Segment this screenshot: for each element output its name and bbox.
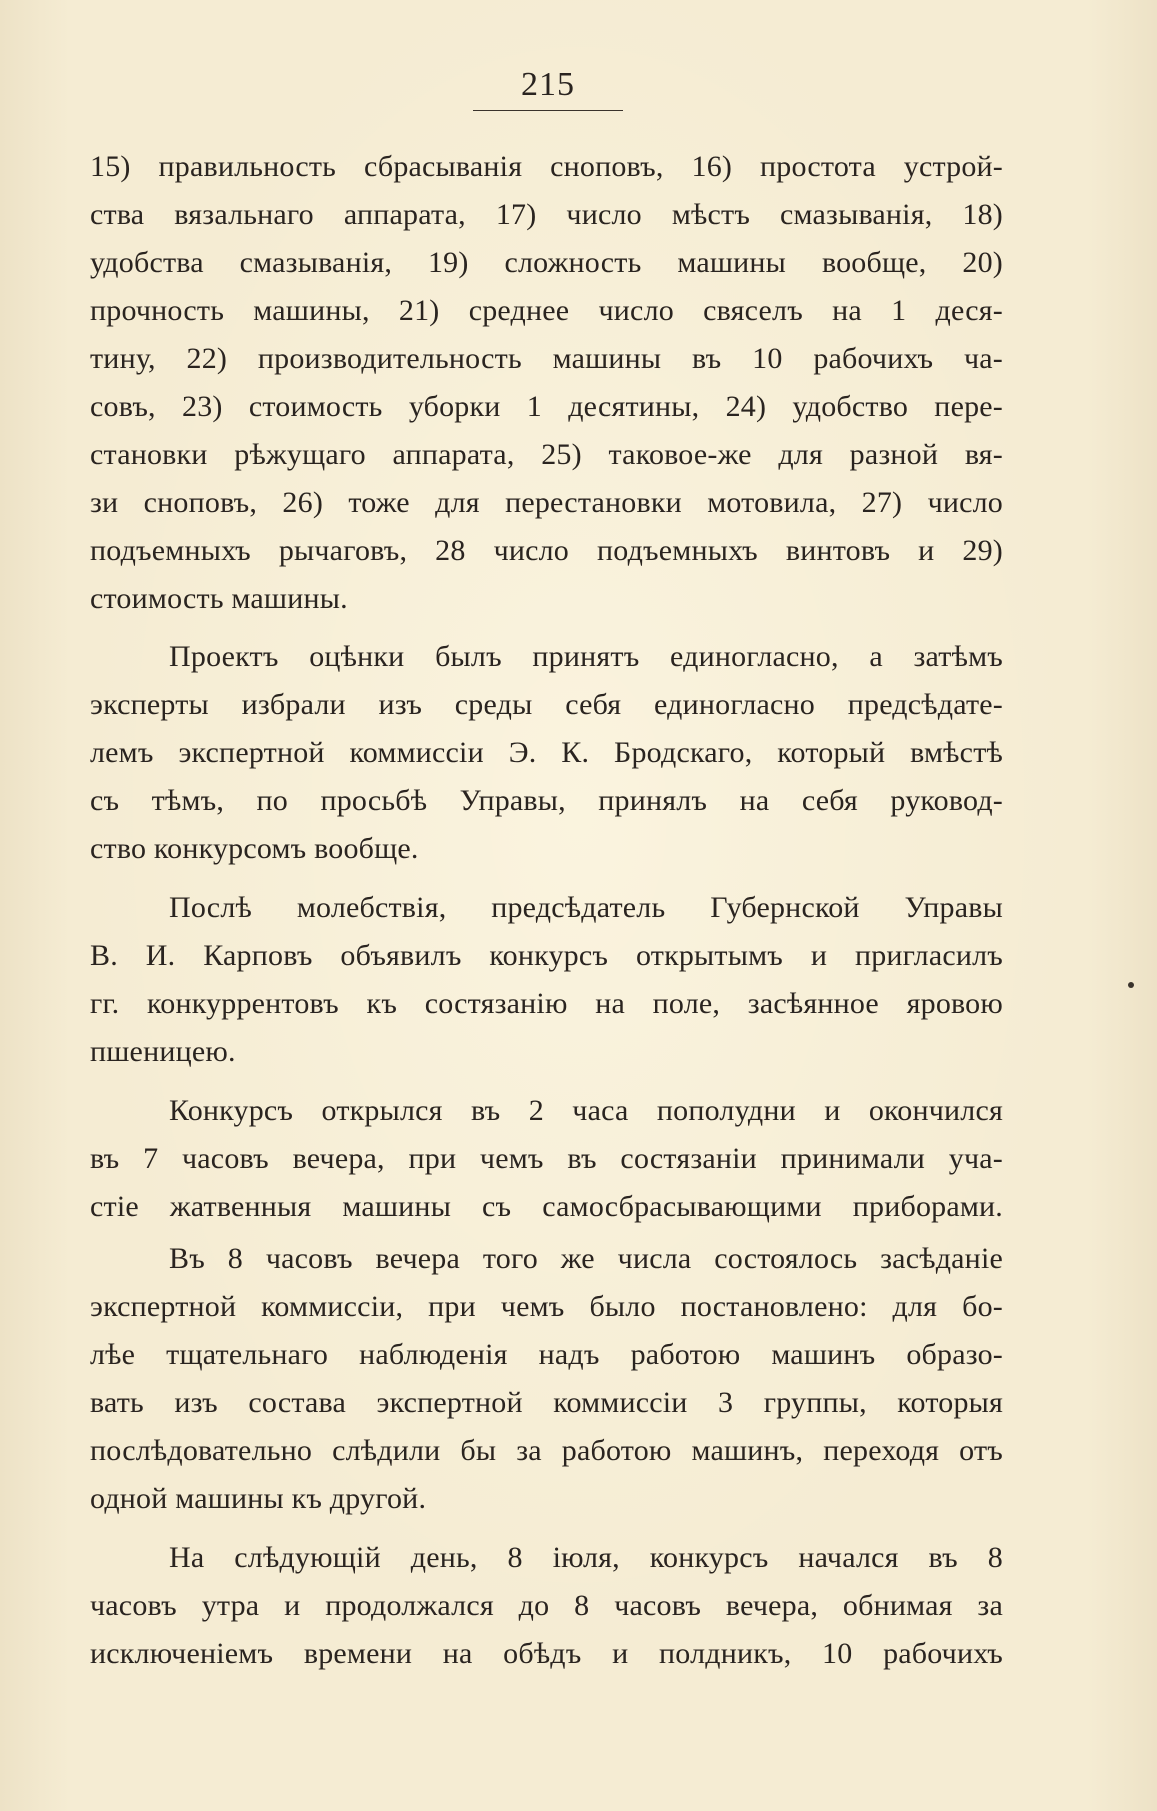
text-line: прочность машины, 21) среднее число свяселъ на 1 деся-	[90, 294, 1003, 327]
text-line: часовъ утра и продолжался до 8 часовъ вечера, обнимая за	[90, 1589, 1003, 1622]
text-line: въ 7 часовъ вечера, при чемъ въ состязаніи принимали уча-	[90, 1142, 1003, 1175]
text-line: стоимость машины.	[90, 582, 348, 615]
page-number: 215	[521, 66, 575, 103]
page-number-rule	[473, 110, 623, 111]
text-line: лѣе тщательнаго наблюденія надъ работою машинъ образо-	[90, 1338, 1003, 1371]
text-line: подъемныхъ рычаговъ, 28 число подъемныхъ винтовъ и 29)	[90, 534, 1003, 567]
text-line: ство конкурсомъ вообще.	[90, 832, 419, 865]
text-line: эксперты избрали изъ среды себя единогласно предсѣдате-	[90, 688, 1003, 721]
text-line: лемъ экспертной коммиссіи Э. К. Бродскаго, который вмѣстѣ	[90, 736, 1003, 769]
text-line: Конкурсъ открылся въ 2 часа пополудни и окончился	[169, 1094, 1003, 1127]
text-line: В. И. Карповъ объявилъ конкурсъ открытымъ и пригласилъ	[90, 939, 1003, 972]
text-line: исключеніемъ времени на обѣдъ и полдникъ, 10 рабочихъ	[90, 1637, 1003, 1670]
text-line: гг. конкуррентовъ къ состязанію на поле, засѣянное яровою	[90, 987, 1003, 1020]
text-line: удобства смазыванія, 19) сложность машины вообще, 20)	[90, 246, 1003, 279]
text-line: совъ, 23) стоимость уборки 1 десятины, 24) удобство пере-	[90, 390, 1003, 423]
text-line: стіе жатвенныя машины съ самосбрасывающими приборами.	[90, 1190, 1003, 1223]
text-line: зи сноповъ, 26) тоже для перестановки мотовила, 27) число	[90, 486, 1003, 519]
text-line: послѣдовательно слѣдили бы за работою машинъ, переходя отъ	[90, 1434, 1003, 1467]
text-line: Проектъ оцѣнки былъ принятъ единогласно, а затѣмъ	[169, 640, 1003, 673]
text-line: одной машины къ другой.	[90, 1482, 427, 1515]
text-line: становки рѣжущаго аппарата, 25) таковое-же для разной вя-	[90, 438, 1003, 471]
text-line: Въ 8 часовъ вечера того же числа состоялось засѣданіе	[169, 1242, 1003, 1275]
text-line: пшеницею.	[90, 1035, 236, 1068]
text-line: тину, 22) производительность машины въ 10 рабочихъ ча-	[90, 342, 1003, 375]
text-line: съ тѣмъ, по просьбѣ Управы, принялъ на себя руковод-	[90, 784, 1003, 817]
text-line: 15) правильность сбрасыванія сноповъ, 16) простота устрой-	[90, 150, 1003, 183]
ink-speck	[1128, 982, 1134, 988]
text-line: ства вязальнаго аппарата, 17) число мѣстъ смазыванія, 18)	[90, 198, 1003, 231]
text-line: На слѣдующій день, 8 іюля, конкурсъ начался въ 8	[169, 1541, 1003, 1574]
text-line: экспертной коммиссіи, при чемъ было постановлено: для бо-	[90, 1290, 1003, 1323]
text-line: Послѣ молебствія, предсѣдатель Губернской Управы	[169, 891, 1003, 924]
text-line: вать изъ состава экспертной коммиссіи 3 группы, которыя	[90, 1386, 1003, 1419]
